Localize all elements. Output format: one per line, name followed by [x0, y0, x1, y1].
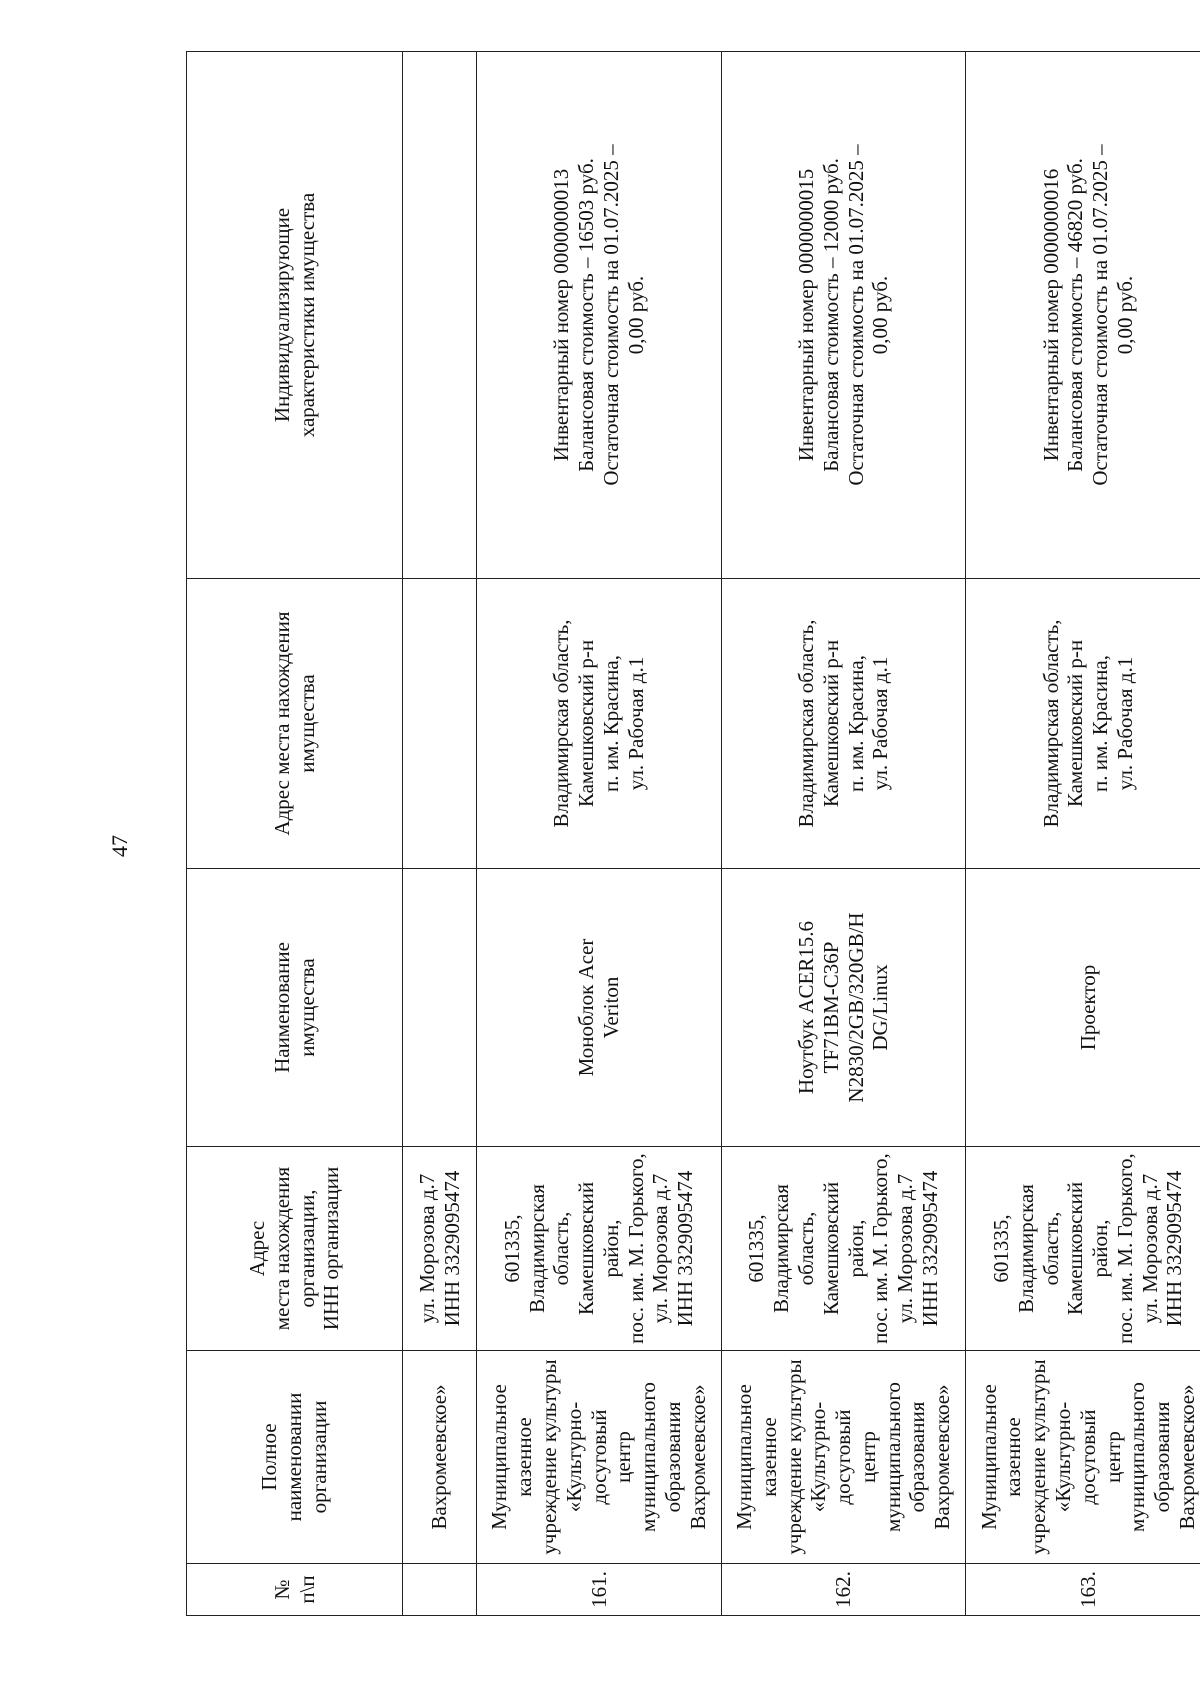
cell-org-address: 601335, Владимирская область, Камешковский район, пос. им. М. Горького, ул. Морозова д.7 ИНН 3329095474	[966, 1147, 1200, 1351]
cell-characteristics: Инвентарный номер 0000000016 Балансовая стоимость – 46820 руб. Остаточная стоимость на 01.07.2025 – 0,00 руб.	[966, 52, 1200, 579]
cell-num: 163.	[966, 1564, 1200, 1616]
cell-num	[403, 1564, 477, 1616]
page-number: 47	[107, 835, 132, 857]
cell-num: 162.	[721, 1564, 966, 1616]
cell-org-name: Вахромеевское»	[403, 1351, 477, 1564]
cell-property-location: Владимирская область, Камешковский р-н п. им. Красина, ул. Рабочая д.1	[721, 579, 966, 869]
cell-property-location: Владимирская область, Камешковский р-н п. им. Красина, ул. Рабочая д.1	[477, 579, 722, 869]
header-org-address: Адрес места нахождения организации, ИНН организации	[187, 1147, 403, 1351]
cell-org-address: 601335, Владимирская область, Камешковский район, пос. им. М. Горького, ул. Морозова д.7 ИНН 3329095474	[477, 1147, 722, 1351]
header-characteristics: Индивидуализирующие характеристики имущества	[187, 52, 403, 579]
header-property-location: Адрес места нахождения имущества	[187, 579, 403, 869]
cell-characteristics: Инвентарный номер 0000000013 Балансовая стоимость – 16503 руб. Остаточная стоимость на 01.07.2025 – 0,00 руб.	[477, 52, 722, 579]
cell-org-name: Муниципальное казенное учреждение культуры «Культурно-досуговый центр муниципального образования Вахромеевское»	[721, 1351, 966, 1564]
property-registry-table	[186, 51, 1200, 1616]
table-header-row	[187, 52, 403, 1616]
cell-property-location	[403, 579, 477, 869]
cell-property-name: Проектор	[966, 869, 1200, 1147]
cell-property-name	[403, 869, 477, 1147]
cell-characteristics	[403, 52, 477, 579]
cell-property-name: Ноутбук ACER15.6 TF71BM-C36P N2830/2GB/320GB/H DG/Linux	[721, 869, 966, 1147]
cell-property-name: Моноблок Acer Veriton	[477, 869, 722, 1147]
cell-org-address: 601335, Владимирская область, Камешковский район, пос. им. М. Горького, ул. Морозова д.7 ИНН 3329095474	[721, 1147, 966, 1351]
header-org-name: Полное наименовании организации	[187, 1351, 403, 1564]
header-property-name: Наименование имущества	[187, 869, 403, 1147]
table-row	[477, 52, 722, 1616]
cell-org-address: ул. Морозова д.7 ИНН 3329095474	[403, 1147, 477, 1351]
table-row	[966, 52, 1200, 1616]
cell-org-name: Муниципальное казенное учреждение культуры «Культурно-досуговый центр муниципального образования Вахромеевское»	[477, 1351, 722, 1564]
cell-num: 161.	[477, 1564, 722, 1616]
cell-org-name: Муниципальное казенное учреждение культуры «Культурно-досуговый центр муниципального образования Вахромеевское»	[966, 1351, 1200, 1564]
rotated-table-container	[186, 52, 1200, 1616]
cell-property-location: Владимирская область, Камешковский р-н п. им. Красина, ул. Рабочая д.1	[966, 579, 1200, 869]
cell-characteristics: Инвентарный номер 0000000015 Балансовая стоимость – 12000 руб. Остаточная стоимость на 01.07.2025 – 0,00 руб.	[721, 52, 966, 579]
table-row	[721, 52, 966, 1616]
header-num: № п\п	[187, 1564, 403, 1616]
continuation-row	[403, 52, 477, 1616]
